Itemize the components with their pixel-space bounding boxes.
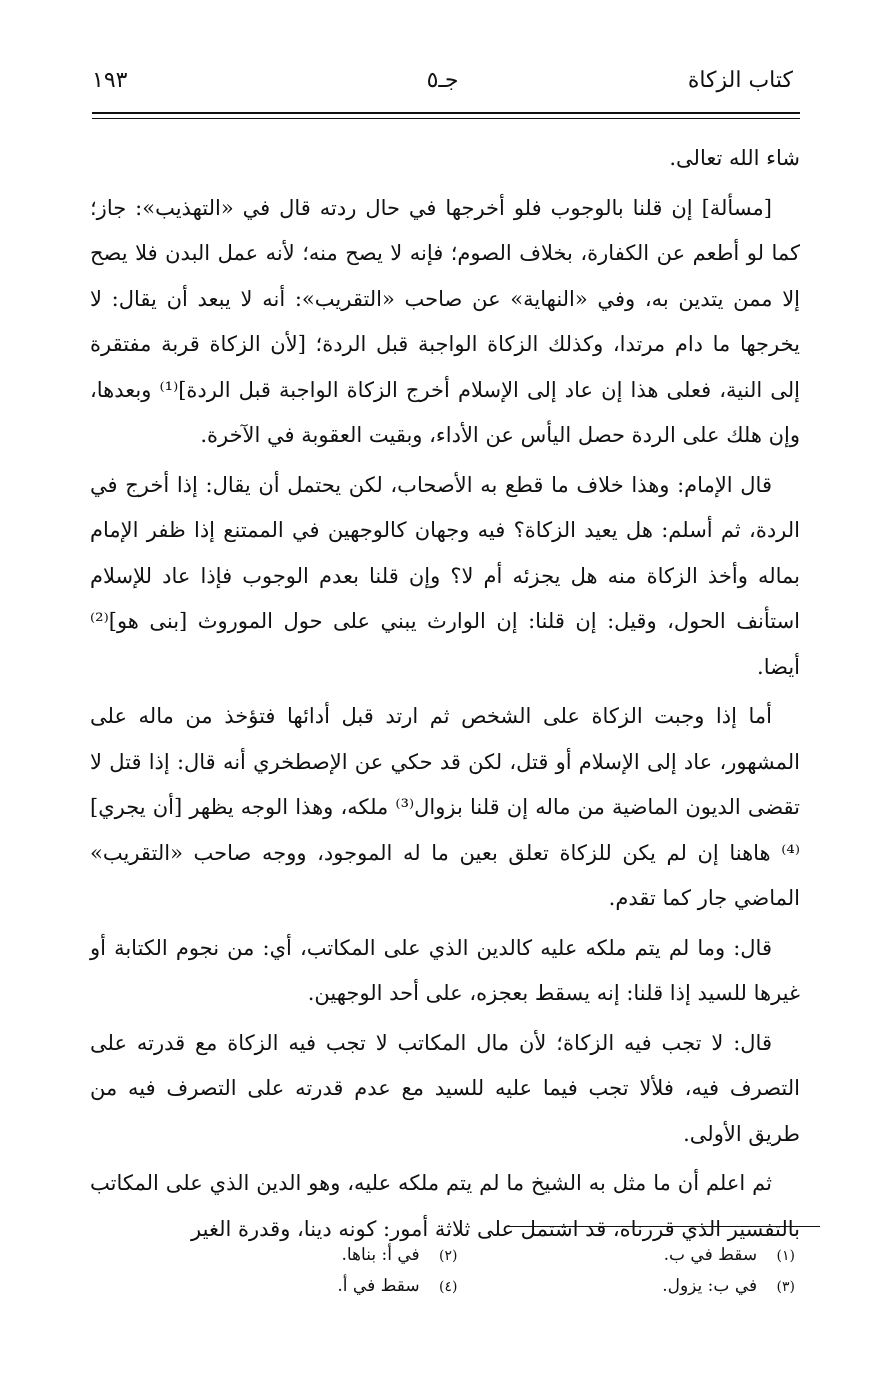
footnote-text: سقط في ب. <box>663 1245 758 1265</box>
footnote-row <box>120 1271 795 1302</box>
header-rule-thin <box>92 118 800 119</box>
paragraph: ثم اعلم أن ما مثل به الشيخ ما لم يتم ملكه عليه، وهو الدين الذي على المكاتب بالتفسير الذي قررناه، قد اشتمل على ثلاثة أمور: كونه دينا، وقدرة الغير <box>90 1171 800 1241</box>
footnotes <box>120 1240 795 1302</box>
footnote <box>120 1271 458 1302</box>
running-header <box>92 62 793 102</box>
main-text <box>90 136 800 1256</box>
paragraph: [مسألة] إن قلنا بالوجوب فلو أخرجها في حال ردته قال في «التهذيب»: جاز؛ كما لو أطعم عن الكفارة، بخلاف الصوم؛ فإنه لا يصح منه؛ لأنه عمل البدن فلا يصح إلا ممن يتدين به، وفي «النهاية» عن صاحب «التقريب»: أنه لا يبعد أن يقال: لا يخرجها ما دام مرتدا، وكذلك الزكاة الواجبة قبل الردة؛ [لأن الزكاة قربة مفتقرة إلى النية، فعلى هذا إن عاد إلى الإسلام أخرج الزكاة الواجبة قبل الردة]⁽¹⁾ وبعدها، وإن هلك على الردة حصل اليأس عن الأداء، وبقيت العقوبة في الآخرة. <box>90 195 801 447</box>
footnote-text: في ب: يزول. <box>662 1276 758 1296</box>
paragraph: قال: لا تجب فيه الزكاة؛ لأن مال المكاتب لا تجب فيه الزكاة مع قدرته على التصرف فيه، فلألا تجب فيما عليه للسيد مع عدم قدرته على التصرف فيه من طريق الأولى. <box>90 1030 800 1146</box>
header-rule-thick <box>92 112 800 114</box>
footnote-number: (٢) <box>439 1248 458 1264</box>
footnote-number: (١) <box>776 1248 795 1264</box>
footnote <box>458 1240 796 1271</box>
book-title: كتاب الزكاة <box>687 68 793 93</box>
page-number: ١٩٣ <box>92 68 128 93</box>
footnote <box>458 1271 796 1302</box>
paragraph: قال: وما لم يتم ملكه عليه كالدين الذي على المكاتب، أي: من نجوم الكتابة أو غيرها للسيد إذا قلنا: إنه يسقط بعجزه، على أحد الوجهين. <box>90 935 800 1005</box>
footnote-row <box>120 1240 795 1271</box>
footnote-separator <box>508 1226 820 1227</box>
footnote-number: (٣) <box>776 1279 795 1295</box>
footnote-text: في أ: بناها. <box>341 1245 420 1265</box>
paragraph: أما إذا وجبت الزكاة على الشخص ثم ارتد قبل أدائها فتؤخذ من ماله على المشهور، عاد إلى الإسلام أو قتل، لكن قد حكي عن الإصطخري أنه قال: إذا قتل لا تقضى الديون الماضية من ماله إن قلنا بزوال⁽³⁾ ملكه، وهذا الوجه يظهر [أن يجري]⁽⁴⁾ هاهنا إن لم يكن للزكاة تعلق بعين ما له الموجود، ووجه صاحب «التقريب» الماضي جار كما تقدم. <box>90 704 801 910</box>
footnote-number: (٤) <box>439 1279 458 1295</box>
footnote-text: سقط في أ. <box>337 1276 420 1296</box>
volume-label: جـ٥ <box>426 68 459 93</box>
footnote <box>120 1240 458 1271</box>
paragraph: شاء الله تعالى. <box>669 146 800 170</box>
paragraph: قال الإمام: وهذا خلاف ما قطع به الأصحاب، لكن يحتمل أن يقال: إذا أخرج في الردة، ثم أسلم: هل يعيد الزكاة؟ فيه وجهان كالوجهين في الممتنع إذا ظفر الإمام بماله وأخذ الزكاة منه هل يجزئه أم لا؟ وإن قلنا بعدم الوجوب فإذا عاد للإسلام استأنف الحول، وقيل: إن قلنا: إن الوارث يبني على حول الموروث [بنى هو]⁽²⁾ أيضا. <box>90 472 800 679</box>
